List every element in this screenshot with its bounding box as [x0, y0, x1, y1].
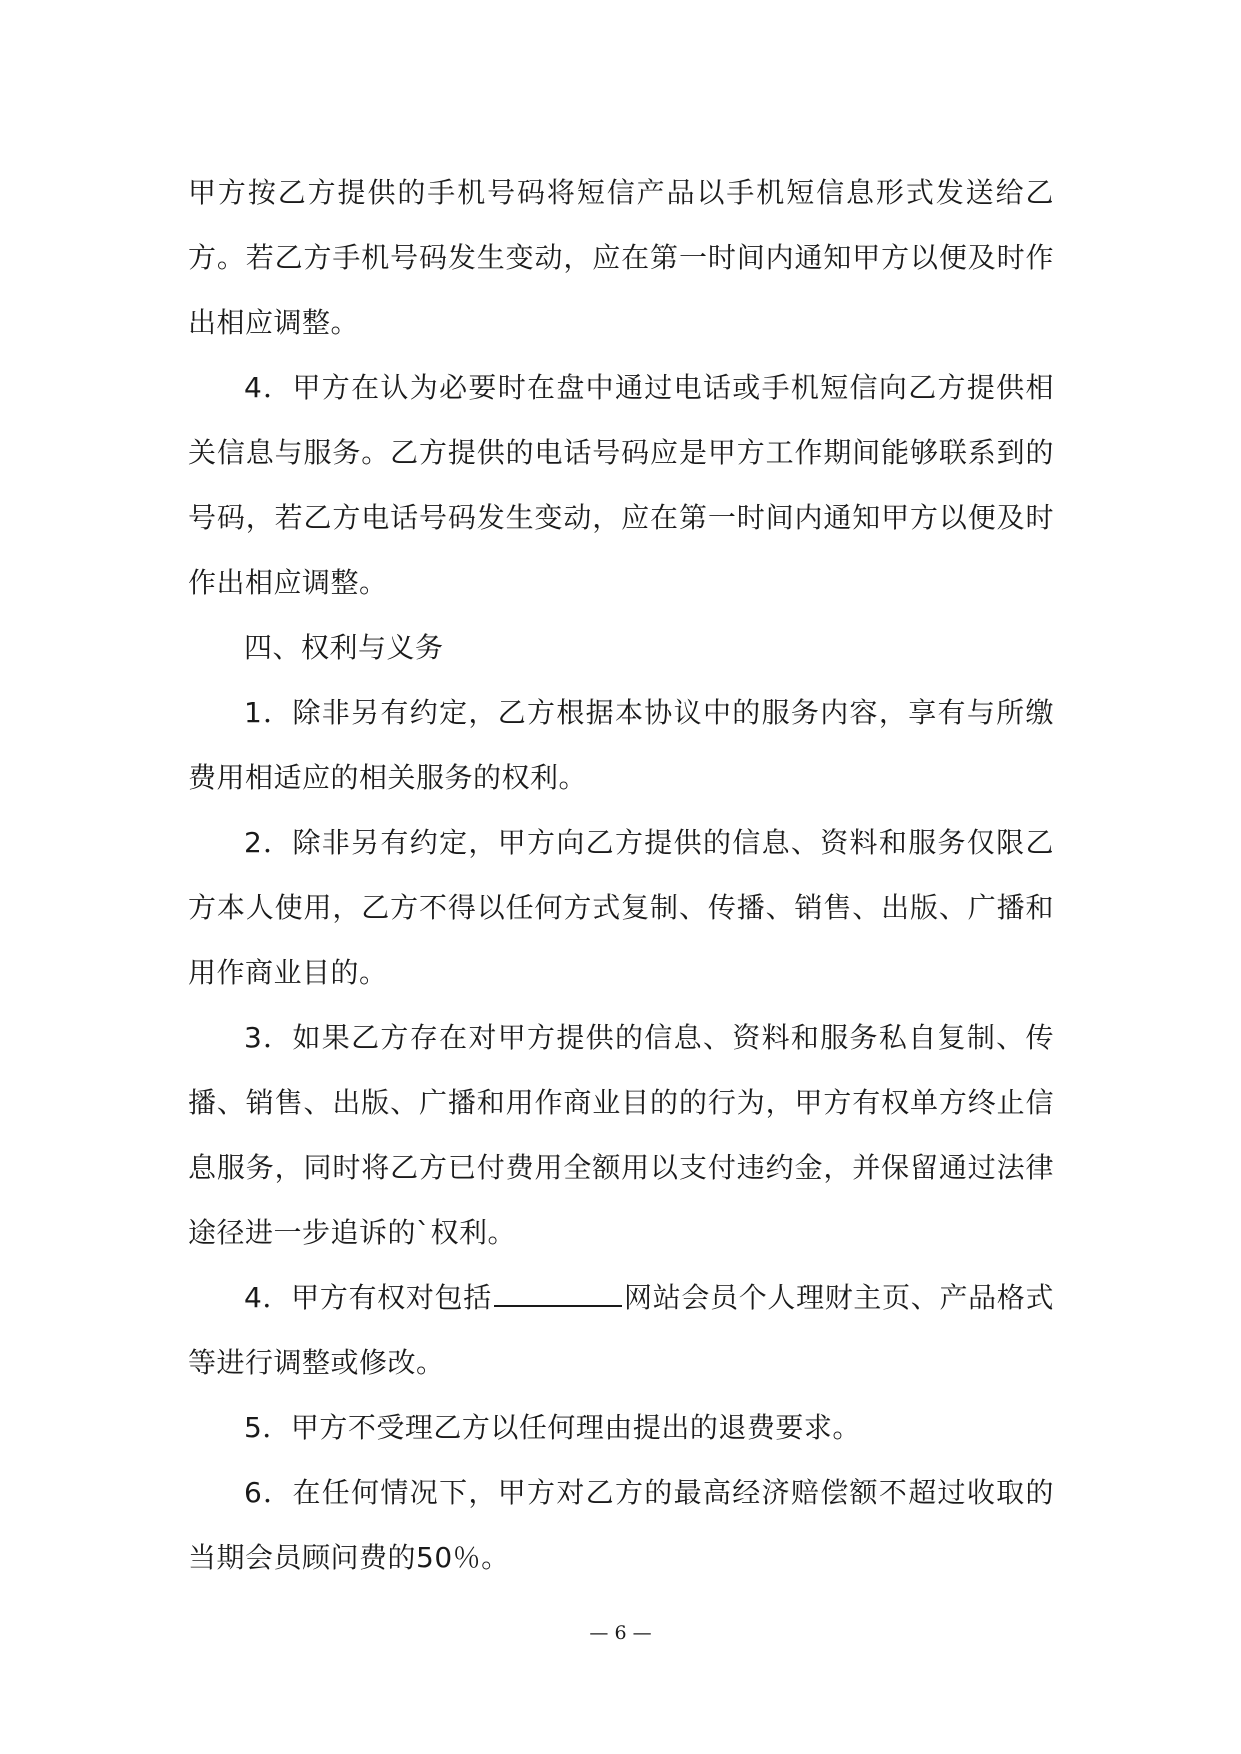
section-heading-rights-obligations: 四、权利与义务: [244, 631, 444, 664]
paragraph-item-4-before-blank: 4．甲方有权对包括: [244, 1281, 492, 1314]
paragraph-item-4-after-blank: 网站会员个人理财主页、产品格式等进行调整或修改。: [188, 1281, 1054, 1379]
page-number: — 6 —: [589, 1622, 652, 1644]
paragraph-item-1: 1．除非另有约定，乙方根据本协议中的服务内容，享有与所缴费用相适应的相关服务的权利。: [188, 696, 1054, 794]
fill-in-blank: [494, 1277, 622, 1307]
paragraph-item-4-contact: 4．甲方在认为必要时在盘中通过电话或手机短信向乙方提供相关信息与服务。乙方提供的电话号码应是甲方工作期间能够联系到的号码，若乙方电话号码发生变动，应在第一时间内通知甲方以便及时作出相应调整。: [188, 371, 1054, 599]
paragraph-item-4-adjust: [188, 1265, 1054, 1395]
paragraph-continuation: 甲方按乙方提供的手机号码将短信产品以手机短信息形式发送给乙方。若乙方手机号码发生变动，应在第一时间内通知甲方以便及时作出相应调整。: [188, 176, 1054, 339]
paragraph-item-5: 5．甲方不受理乙方以任何理由提出的退费要求。: [244, 1411, 861, 1444]
paragraph-item-6: 6．在任何情况下，甲方对乙方的最高经济赔偿额不超过收取的当期会员顾问费的50％。: [188, 1476, 1054, 1574]
paragraph-item-3: 3．如果乙方存在对甲方提供的信息、资料和服务私自复制、传播、销售、出版、广播和用作商业目的的行为，甲方有权单方终止信息服务，同时将乙方已付费用全额用以支付违约金，并保留通过法律途径进一步追诉的`权利。: [188, 1021, 1054, 1249]
document-body: [188, 160, 1054, 1590]
paragraph-item-2: 2．除非另有约定，甲方向乙方提供的信息、资料和服务仅限乙方本人使用，乙方不得以任何方式复制、传播、销售、出版、广播和用作商业目的。: [188, 826, 1054, 989]
